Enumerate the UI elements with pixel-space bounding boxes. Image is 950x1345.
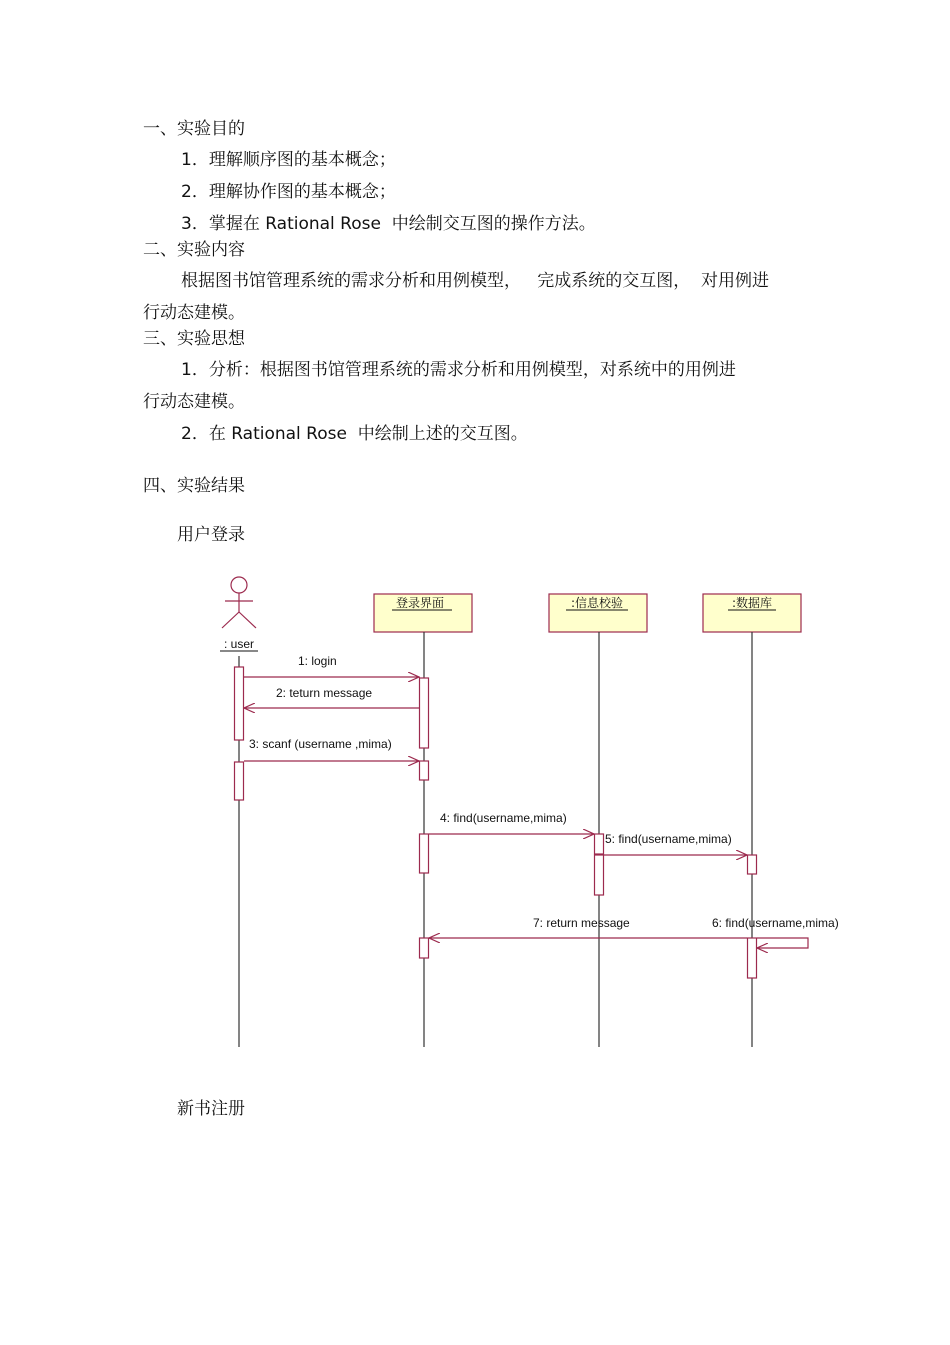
object-info-check bbox=[549, 594, 647, 632]
activation-user-2 bbox=[235, 762, 244, 800]
section-1-item-3: 3．掌握在 Rational Rose 中绘制交互图的操作方法。 bbox=[181, 214, 596, 234]
activation-login-3 bbox=[420, 834, 429, 873]
activation-check-1 bbox=[595, 834, 604, 854]
object-label: :数据库 bbox=[731, 596, 773, 610]
actor-leg-left bbox=[222, 612, 239, 628]
activation-check-2 bbox=[595, 855, 604, 895]
object-label: 登录界面 bbox=[395, 596, 445, 610]
activation-login-4 bbox=[420, 938, 429, 958]
message-label-1: 1: login bbox=[298, 654, 337, 668]
message-label-3: 3: scanf (username ,mima) bbox=[249, 737, 392, 751]
figure-1-title: 用户登录 bbox=[177, 525, 245, 545]
message-label-5: 5: find(username,mima) bbox=[605, 832, 732, 846]
actor-user bbox=[222, 577, 256, 628]
activation-user-1 bbox=[235, 667, 244, 740]
section-3-heading: 三、实验思想 bbox=[143, 329, 245, 349]
figure-2-title: 新书注册 bbox=[177, 1099, 245, 1119]
activation-db-2 bbox=[748, 938, 757, 978]
section-3-item-2: 2．在 Rational Rose 中绘制上述的交互图。 bbox=[181, 424, 528, 444]
section-4-heading: 四、实验结果 bbox=[143, 476, 245, 496]
object-database bbox=[703, 594, 801, 632]
message-label-2: 2: teturn message bbox=[276, 686, 373, 700]
activation-login-2 bbox=[420, 761, 429, 780]
section-3-item-1-line-2: 行动态建模。 bbox=[143, 392, 245, 412]
actor-head bbox=[231, 577, 247, 593]
message-label-4: 4: find(username,mima) bbox=[440, 811, 567, 825]
section-2-paragraph-line-1: 根据图书馆管理系统的需求分析和用例模型， 完成系统的交互图， 对用例进 bbox=[181, 271, 770, 291]
activation-db-1 bbox=[748, 855, 757, 874]
section-2-paragraph-line-2: 行动态建模。 bbox=[143, 303, 245, 323]
section-2-heading: 二、实验内容 bbox=[143, 240, 245, 260]
section-3-item-1-line-1: 1．分析：根据图书馆管理系统的需求分析和用例模型，对系统中的用例进 bbox=[181, 360, 736, 380]
message-arrow-6-self bbox=[757, 938, 808, 948]
section-1-heading: 一、实验目的 bbox=[143, 119, 245, 139]
object-label: :信息校验 bbox=[570, 596, 624, 610]
actor-label: : user bbox=[223, 637, 255, 651]
section-1-item-2: 2．理解协作图的基本概念； bbox=[181, 182, 396, 202]
actor-leg-right bbox=[239, 612, 256, 628]
object-login-ui bbox=[374, 594, 472, 632]
message-label-7: 7: return message bbox=[533, 916, 630, 930]
section-1-item-1: 1．理解顺序图的基本概念； bbox=[181, 150, 396, 170]
activation-login-1 bbox=[420, 678, 429, 748]
message-label-6: 6: find(username,mima) bbox=[712, 916, 839, 930]
